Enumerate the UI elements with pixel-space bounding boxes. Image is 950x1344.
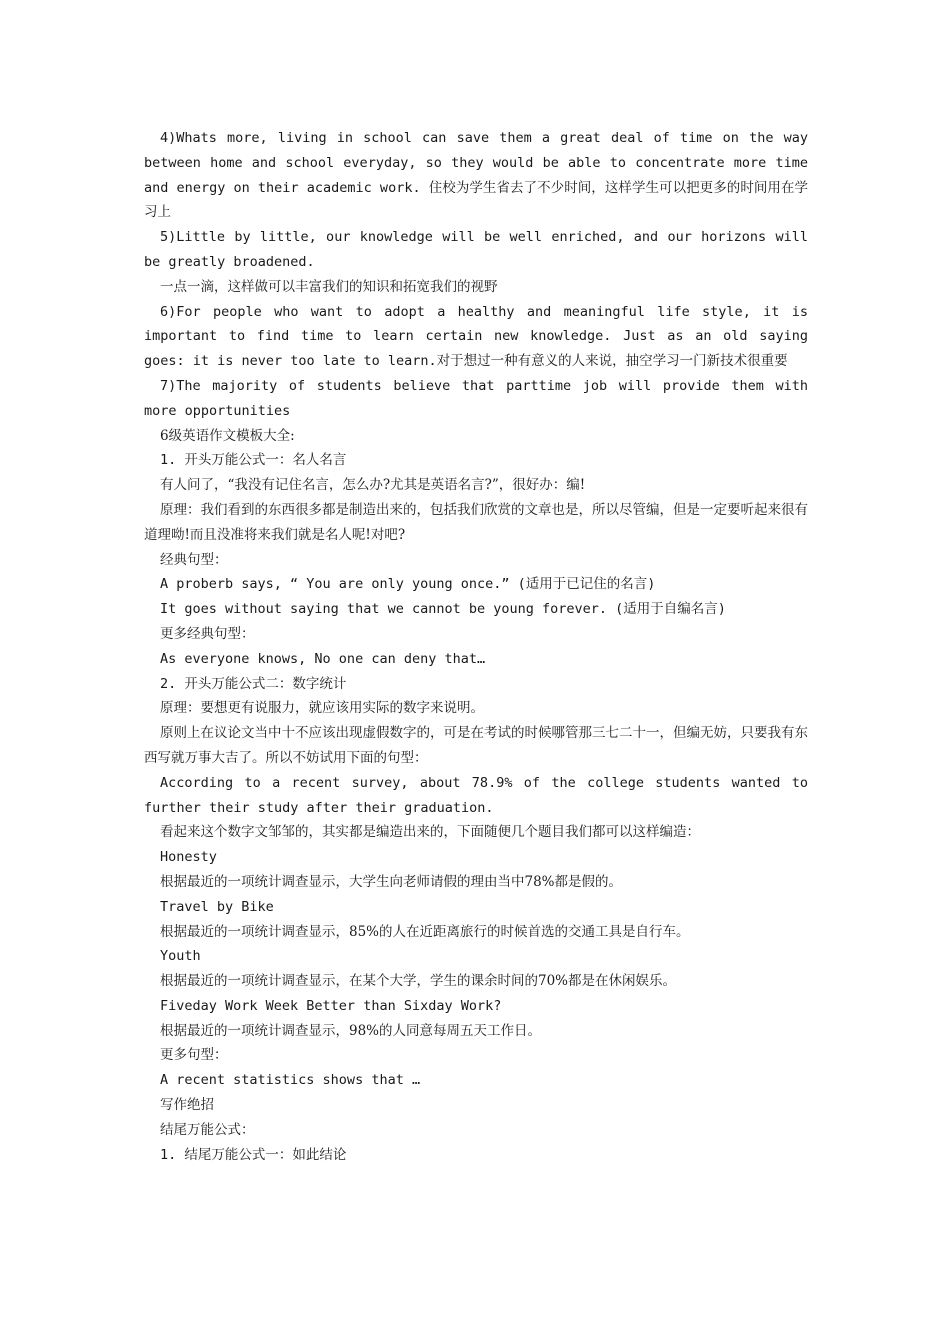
paragraph: 一点一滴，这样做可以丰富我们的知识和拓宽我们的视野 — [160, 278, 498, 295]
paragraph: 根据最近的一项统计调查显示，大学生向老师请假的理由当中78%都是假的。 — [160, 873, 623, 890]
paragraph: 根据最近的一项统计调查显示，85%的人在近距离旅行的时候首选的交通工具是自行车。 — [160, 923, 690, 940]
section-heading: 写作绝招 — [160, 1097, 214, 1114]
paragraph: 4)Whats more, living in school can save them a great deal of time on the way between home and school everyday, so they would be able to concentrate more time and energy on their academic work. 住校为学生省去了不少时间，这样学生可以把更多的时间用在学习上 — [144, 130, 808, 221]
topic-title: Travel by Bike — [160, 898, 274, 915]
topic-title: Honesty — [160, 849, 217, 866]
section-heading: 结尾万能公式： — [160, 1121, 255, 1138]
paragraph: 经典句型： — [160, 551, 228, 568]
section-heading: 1. 结尾万能公式一：如此结论 — [160, 1146, 347, 1163]
example-sentence: According to a recent survey, about 78.9% of the college students wanted to further their study after their graduation. — [144, 774, 808, 816]
example-sentence: It goes without saying that we cannot be young forever. (适用于自编名言) — [160, 601, 726, 618]
paragraph: 原则上在议论文当中十不应该出现虚假数字的，可是在考试的时候哪管那三七二十一，但编无妨，只要我有东西写就万事大吉了。所以不妨试用下面的句型： — [144, 725, 808, 766]
example-sentence: A recent statistics shows that … — [160, 1072, 421, 1089]
section-heading: 6级英语作文模板大全: — [160, 427, 295, 444]
paragraph: 5)Little by little, our knowledge will be well enriched, and our horizons will be greatly broadened. — [144, 229, 808, 270]
paragraph: 原理：我们看到的东西很多都是制造出来的，包括我们欣赏的文章也是，所以尽管编，但是一定要听起来很有道理呦!而且没准将来我们就是名人呢!对吧? — [144, 501, 808, 543]
document-body — [144, 126, 808, 1167]
paragraph: 更多经典句型： — [160, 625, 255, 642]
paragraph: 更多句型： — [160, 1047, 228, 1064]
section-heading: 1. 开头万能公式一：名人名言 — [160, 452, 347, 469]
paragraph: 原理：要想更有说服力，就应该用实际的数字来说明。 — [160, 700, 484, 717]
example-sentence: As everyone knows, No one can deny that… — [160, 650, 486, 667]
section-heading: 2. 开头万能公式二：数字统计 — [160, 675, 347, 692]
topic-title: Fiveday Work Week Better than Sixday Work? — [160, 997, 502, 1014]
paragraph: 有人问了，“我没有记住名言，怎么办?尤其是英语名言?”，很好办：编! — [160, 477, 586, 494]
paragraph: 6)For people who want to adopt a healthy and meaningful life style, it is important to find time to learn certain new knowledge. Just as an old saying goes: it is never too late to learn.对于想过一种有意义的人来说，抽空学习一门新技术很重要 — [144, 303, 808, 370]
paragraph: 根据最近的一项统计调查显示，98%的人同意每周五天工作日。 — [160, 1022, 542, 1039]
paragraph: 7)The majority of students believe that parttime job will provide them with more opportunities — [144, 377, 808, 419]
paragraph: 根据最近的一项统计调查显示，在某个大学，学生的课余时间的70%都是在休闲娱乐。 — [160, 973, 677, 990]
topic-title: Youth — [160, 948, 201, 965]
paragraph: 看起来这个数字文邹邹的，其实都是编造出来的，下面随便几个题目我们都可以这样编造： — [160, 824, 700, 841]
example-sentence: A proberb says, “ You are only young once.” (适用于已记住的名言) — [160, 576, 656, 593]
